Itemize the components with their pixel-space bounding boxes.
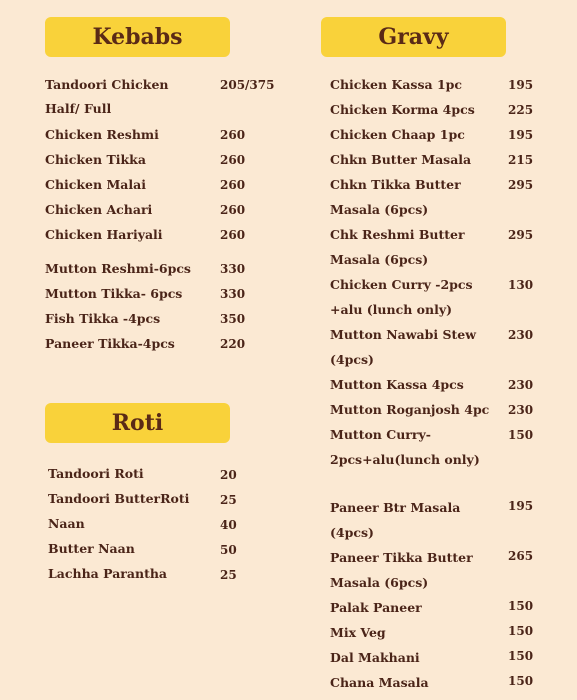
menu-item-price: 25 — [220, 493, 237, 507]
menu-item-price: 225 — [508, 103, 534, 117]
menu-item-name: Fish Tikka -4pcs — [45, 311, 161, 326]
menu-item-price: 230 — [508, 378, 534, 392]
menu-item-price: 260 — [220, 178, 246, 192]
menu-item-name: Mutton Curry- — [330, 427, 431, 442]
menu-item-name-cont: (4pcs) — [330, 525, 374, 540]
menu-item-price: 150 — [508, 649, 534, 663]
menu-item-name: Chicken Curry -2pcs — [330, 277, 473, 292]
menu-item-name: Mutton Kassa 4pcs — [330, 377, 464, 392]
menu-item-price: 150 — [508, 674, 534, 688]
menu-item-name: Dal Makhani — [330, 650, 420, 665]
menu-item-name: Paneer Btr Masala — [330, 500, 461, 515]
menu-item-name: Chana Masala — [330, 675, 429, 690]
menu-item-price: 150 — [508, 599, 534, 613]
menu-item-name-cont: Masala (6pcs) — [330, 202, 429, 217]
menu-item-name: Palak Paneer — [330, 600, 422, 615]
menu-item-name: Chicken Tikka — [45, 152, 146, 167]
menu-item-name: Chicken Hariyali — [45, 227, 163, 242]
menu-item-name: Mutton Reshmi-6pcs — [45, 261, 191, 276]
menu-item-name: Mutton Roganjosh 4pc — [330, 402, 490, 417]
menu-item-price: 195 — [508, 128, 534, 142]
menu-item-name-cont: Masala (6pcs) — [330, 575, 429, 590]
menu-item-name-cont: +alu (lunch only) — [330, 302, 453, 317]
menu-item-price: 195 — [508, 499, 534, 513]
menu-item-price: 215 — [508, 153, 534, 167]
menu-item-price: 295 — [508, 178, 534, 192]
menu-item-name-cont: (4pcs) — [330, 352, 374, 367]
menu-item-name: Tandoori Roti — [48, 466, 144, 481]
menu-item-price: 350 — [220, 312, 246, 326]
menu-item-price: 25 — [220, 568, 237, 582]
menu-item-name: Lachha Parantha — [48, 566, 168, 581]
menu-item-price: 260 — [220, 203, 246, 217]
menu-item-price: 150 — [508, 428, 534, 442]
menu-item-name: Chicken Reshmi — [45, 127, 159, 142]
roti-header: Roti — [45, 403, 230, 443]
menu-item-price: 330 — [220, 287, 246, 301]
menu-item-name: Chkn Tikka Butter — [330, 177, 461, 192]
menu-item-name: Paneer Tikka Butter — [330, 550, 473, 565]
menu-item-price: 220 — [220, 337, 246, 351]
menu-item-name: Mutton Nawabi Stew — [330, 327, 476, 342]
menu-item-name-cont: Half/ Full — [45, 101, 112, 116]
menu-item-price: 265 — [508, 549, 534, 563]
menu-item-name: Mix Veg — [330, 625, 386, 640]
menu-item-name: Chkn Butter Masala — [330, 152, 472, 167]
menu-item-name: Chicken Malai — [45, 177, 146, 192]
menu-item-name: Tandoori Chicken — [45, 77, 169, 92]
menu-item-price: 50 — [220, 543, 237, 557]
menu-item-price: 20 — [220, 468, 237, 482]
menu-item-price: 230 — [508, 403, 534, 417]
menu-item-price: 260 — [220, 228, 246, 242]
menu-item-price: 260 — [220, 128, 246, 142]
menu-item-price: 195 — [508, 78, 534, 92]
menu-item-price: 150 — [508, 624, 534, 638]
menu-item-name: Chicken Achari — [45, 202, 153, 217]
menu-item-name: Chk Reshmi Butter — [330, 227, 465, 242]
menu-item-price: 40 — [220, 518, 237, 532]
menu-item-price: 260 — [220, 153, 246, 167]
menu-item-name: Mutton Tikka- 6pcs — [45, 286, 183, 301]
menu-item-price: 130 — [508, 278, 534, 292]
menu-item-name-cont: 2pcs+alu(lunch only) — [330, 452, 480, 467]
menu-item-name: Naan — [48, 516, 85, 531]
menu-item-name-cont: Masala (6pcs) — [330, 252, 429, 267]
menu-item-name: Tandoori ButterRoti — [48, 491, 190, 506]
kebabs-header: Kebabs — [45, 17, 230, 57]
gravy-header: Gravy — [321, 17, 506, 57]
menu-item-price: 295 — [508, 228, 534, 242]
menu-item-price: 230 — [508, 328, 534, 342]
menu-item-name: Paneer Tikka-4pcs — [45, 336, 175, 351]
menu-item-price: 330 — [220, 262, 246, 276]
menu-item-price: 205/375 — [220, 78, 275, 92]
menu-item-name: Chicken Korma 4pcs — [330, 102, 475, 117]
menu-item-name: Chicken Kassa 1pc — [330, 77, 462, 92]
menu-item-name: Chicken Chaap 1pc — [330, 127, 465, 142]
menu-item-name: Butter Naan — [48, 541, 135, 556]
